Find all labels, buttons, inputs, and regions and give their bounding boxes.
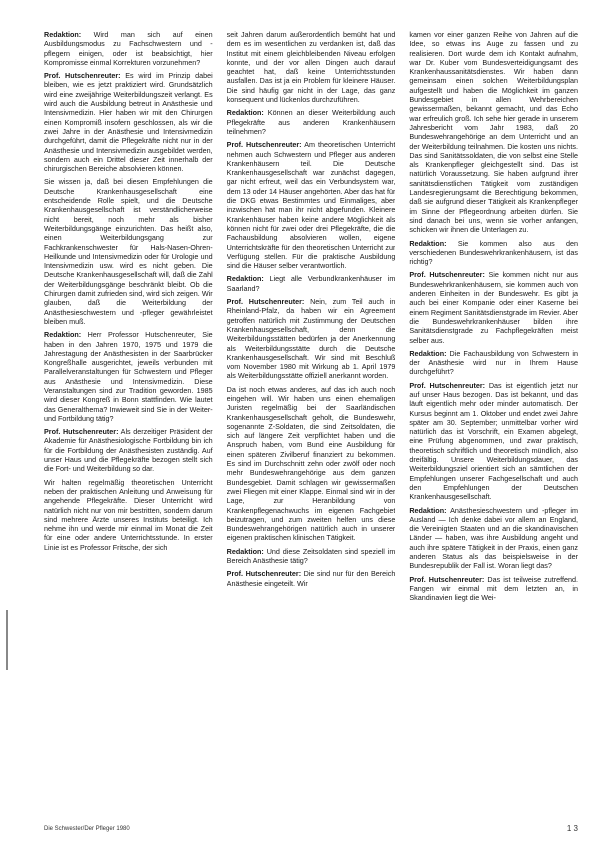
speaker-label: Prof. Hutschenreuter:	[226, 569, 302, 579]
paragraph	[409, 506, 578, 571]
paragraph-text: Herr Professor Hutschenreuter, Sie haben in den Jahren 1970, 1975 und 1979 die Jahrestagung der Anästhesisten in der Saarbrücker Kongreßhalle ausgerichtet, jeweils verbunden mit Parallelveranstaltungen für Schwestern und Pfleger aus Anästhesie und Intensivmedizin. Diese Veranstaltungen sind zur Tradition geworden. 1985 wird dieser Kongreß in Bonn stattfinden. Wie lautet das Generalthema? Inwieweit sind Sie in der Weiter- und Fortbildung tätig?	[44, 330, 213, 423]
paragraph	[409, 30, 578, 235]
column-right	[409, 30, 578, 820]
speaker-label: Redaktion:	[44, 30, 82, 39]
text-columns	[44, 30, 578, 820]
paragraph-text: Die sind nur für den Bereich Anästhesie eingeteilt. Wir	[226, 569, 396, 588]
paragraph	[227, 385, 396, 543]
paragraph-text: Es wird im Prinzip dabei bleiben, wie es jetzt praktiziert wird. Grundsätzlich wird eine zweijährige Weiterbildungszeit verlangt. Es wird auch die Ausbildung betreut in Anästhesie und Intensivmedizin. Hier haben wir mit den Chirurgen einen Kompromiß insofern geschlossen, als wir die zwei Jahre in der Anästhesie und Intensivmedizin durchgeführt, damit die Pflegekräfte nicht nur in der Anästhesie und Intensivmedizin ausgebildet werden, sondern auch ein Drittel dieser Zeit innerhalb der chirurgischen Bereiche absolvieren können.	[44, 71, 213, 174]
paragraph	[409, 349, 578, 377]
speaker-label: Redaktion:	[409, 505, 447, 515]
paragraph	[227, 30, 396, 104]
paragraph	[227, 140, 396, 270]
paragraph	[409, 575, 578, 603]
paragraph	[227, 108, 396, 136]
speaker-label: Prof. Hutschenreuter:	[226, 297, 305, 307]
paragraph-text: Sie kommen nicht nur aus Bundeswehrkrankenhäusern, sie kommen auch von anderen Einheiten in der Bundeswehr. Es gibt ja auch bei einer Kompanie oder einer Kaserne bei einem Regiment Sanitätsdienstgrade im Revier. Aber die Bundeswehrkrankenhäuser bilden ihre Sanitätsdienstgrade zu Fachpflegekräften meist selber aus.	[409, 270, 579, 345]
paragraph-text: Wir halten regelmäßig theoretischen Unterricht neben der praktischen Anleitung und Anweisung für angehende Pflegekräfte. Dieser Unterricht wird natürlich nicht nur von mir bestritten, sondern darum sind mehrere Ärzte unseres Instituts beteiligt. Ich nehme ihn und werde mir einmal im Monat die Zeit für eine oder andere Unterrichtsstunde. In erster Linie ist es Professor Fritsche, der sich	[44, 477, 213, 552]
paragraph-text: Und diese Zeitsoldaten sind speziell im Bereich Anästhesie tätig?	[226, 546, 396, 566]
speaker-label: Redaktion:	[226, 274, 264, 284]
paragraph	[44, 30, 213, 67]
paragraph-text: Anästhesieschwestern und -pfleger im Ausland — Ich denke dabei vor allem an England, die Vereinigten Staaten und an die skandinavischen Länder — haben, was ihre Ausbildung angeht und auch ihre spätere Tätigkeit in der Praxis, einen ganz anderen Status als das beispielsweise in der Bundesrepublik der Fall ist. Woran liegt das?	[409, 505, 579, 571]
paragraph-text: Sie kommen also aus den verschiedenen Bundeswehrkrankenhäusern, ist das richtig?	[409, 238, 579, 267]
paragraph	[227, 297, 396, 381]
paragraph-text: seit Jahren darum außerordentlich bemüht hat und dem es im wesentlichen zu verdanken ist, daß das Institut mit einem gleichbleibenden Niveau erfolgen konnte, und der vor allen Dingen auch darauf geachtet hat, daß keine Unterrichtsstunden ausfallen. Das ist ja ein Problem für kleinere Häuser. Die sind häufig gar nicht in der Lage, das ganz konsequent und lückenlos durchzuführen.	[226, 30, 396, 105]
page-number: 1 3	[566, 824, 578, 833]
paragraph	[227, 569, 396, 588]
speaker-label: Redaktion:	[226, 108, 264, 118]
paragraph	[227, 274, 396, 293]
paragraph-text: Das ist teilweise zutreffend. Fangen wir einmal mit dem letzten an, in Skandinavien liegt die Wei-	[409, 574, 579, 603]
paragraph-text: kamen vor einer ganzen Reihe von Jahren auf die Idee, so etwas ins Auge zu fassen und zu realisieren. Dort wurde dem ich Kontakt aufnahm, war Dr. Kuber vom Bundesverteidigungsamt des Krankenhaussanitätsdienstes. Wir haben dann gemeinsam einen solchen Weiterbildungsplan aufgestellt und haben die Möglichkeit im ganzen Bundesgebiet in allen Wehrbereichen gewissermaßen, bekannt gemacht, und das Echo war erfreulich groß. Ich sehe hier gerade in unserem Jahresbericht vom Jahr 1983, daß 20 Bundeswehrangehörige an dem Unterricht und an der Weiterbildung teilnahmen. Die kosten uns nichts. Das sind Sanitätssoldaten, die von selbst eine Stelle als Krankenpfleger gleichgestellt sind. Das ist natürlich Voraussetzung. Sie haben aufgrund ihrer sanitätsdienstlichen Tätigkeit vom zuständigen Landesregierungsamt die Berechtigung bekommen, daß sie aufgrund dieser Tätigkeit als Krankenpfleger im Sinne der Pflegeordnung arbeiten dürfen. Sie sind danach bei uns, wenn sie vorher anfangen, schicken wir ihnen die Unterlagen zu.	[409, 30, 579, 235]
paragraph	[409, 381, 578, 502]
paragraph	[227, 547, 396, 566]
paragraph	[44, 478, 213, 552]
speaker-label: Prof. Hutschenreuter:	[226, 140, 302, 150]
paragraph-text: Liegt alle Verbundkrankenhäuser im Saarland?	[226, 274, 396, 293]
speaker-label: Prof. Hutschenreuter:	[44, 71, 121, 81]
speaker-label: Prof. Hutschenreuter:	[409, 270, 485, 280]
paragraph	[44, 71, 213, 173]
paragraph	[409, 270, 578, 344]
paragraph	[44, 177, 213, 326]
paragraph-text: Als derzeitiger Präsident der Akademie für Anästhesiologische Fortbildung bin ich für die Fortbildung der Anästhesisten zuständig. Auf unser Haus und die Pflegekräfte bezogen stellt sich die Fort- und Weiterbildung so dar.	[44, 427, 213, 474]
column-left	[44, 30, 213, 820]
paragraph-text: Da ist noch etwas anderes, auf das ich auch noch eingehen will. Wir haben uns einen ehemaligen Juristen regelmäßig bei der Saarländischen Krankenhausgesellschaft geholt, die Bundeswehr, sogenannte Z-Soldaten, die sind Zeitsoldaten, die sich auf längere Zeit verpflichtet haben und die Anspruch haben, vom Bund eine Ausbildung für einen späteren Zivilberuf finanziert zu bekommen. Es sind im Durchschnitt zehn oder zwölf oder noch mehr Bundeswehrangehörige aus dem ganzen Bundesgebiet. Damit schlagen wir gewissermaßen zwei Fliegen mit einer Klappe. Einmal sind wir in der Lage, zur Heranbildung von Krankenpflegenachwuchs im eigenen Fachgebiet beizutragen, und zum zweiten helfen uns diese Bundeswehrangehörigen natürlich auch in unserer eigenen praktischen klinischen Tätigkeit.	[226, 384, 396, 543]
paragraph-text: Am theoretischen Unterricht nehmen auch Schwestern und Pfleger aus anderen Krankenhäusern teil. Die Deutsche Krankenhausgesellschaft war zunächst dagegen, gar nicht erfreut, weil das ein Verbundsystem war, dem 13 oder 14 Häuser angehörten. Aber das hat für die DKG etwas Bestimmtes und Einmaliges, aber inzwischen hat man ihr nicht abgefunden. Kleinere Krankenhäuser haben keine andere Möglichkeit als können nicht für zwei oder drei Pflegekräfte, die die Fachausbildung absolvieren wollen, eigene Unterrichtskräfte für den theoretischen Unterricht zur Verfügung stellen. Für die praktische Ausbildung sind die Häuser selber verantwortlich.	[226, 140, 396, 271]
paragraph	[44, 330, 213, 423]
paragraph-text: Nein, zum Teil auch in Rheinland-Pfalz, da haben wir ein Agreement getroffen natürlich mit Zustimmung der Deutschen Krankenhausgesellschaft, denn die Weiterbildungsstätten bedürfen ja der Anerkennung als Weiterbildungsstätte durch die Deutsche Krankenhausgesellschaft. Wir sind mit Beschluß vom November 1980 mit Wirkung ab 1. April 1979 als Weiterbildungsstätte offiziell anerkannt worden.	[226, 297, 396, 381]
paragraph-text: Können an dieser Weiterbildung auch Pflegekräfte aus anderen Krankenhäusern teilnehmen?	[226, 108, 396, 136]
column-middle	[227, 30, 396, 820]
paragraph-text: Wird man sich auf einen Ausbildungsmodus zu Fachschwestern und -pflegern einigen, oder ist beabsichtigt, hier Kompromisse einmal Korrekturen vorzunehmen?	[44, 30, 213, 67]
speaker-label: Redaktion:	[44, 330, 82, 340]
speaker-label: Prof. Hutschenreuter:	[409, 380, 486, 390]
paragraph	[409, 239, 578, 267]
speaker-label: Redaktion:	[409, 238, 447, 248]
page-footer	[44, 826, 578, 836]
paragraph	[44, 427, 213, 473]
footer-publication: Die Schwester/Der Pfleger 1980	[44, 826, 130, 832]
speaker-label: Prof. Hutschenreuter:	[44, 427, 119, 437]
paragraph-text: Die Fachausbildung von Schwestern in der Anästhesie wird nur in Ihrem Hause durchgeführt?	[409, 348, 579, 377]
edge-scan-mark	[6, 610, 8, 670]
paragraph-text: Sie wissen ja, daß bei diesen Empfehlungen die Deutsche Krankenhausgesellschaft eine entscheidende Rolle spielt, und die Deutsche Krankenhausgesellschaft ist verständlicherweise nicht bereit, noch mehr als bisher Weiterbildungsgänge einzurichten. Das heißt also, einen Weiterbildungsgang zur Fachkrankenschwester für Hals-Nasen-Ohren-Heilkunde und Intensivmedizin oder für Urologie und Intensivmedizin usw. wird es nicht geben. Die Deutsche Krankenhausgesellschaft will, daß die Zahl der Weiterbildungsgänge beschränkt bleibt. Ob die Chirurgen damit zufrieden sind, wird sich zeigen. Wir glauben, daß die Weiterbildung der Anästhesieschwestern und -pfleger gewährleistet bleiben muß.	[44, 177, 213, 326]
speaker-label: Redaktion:	[409, 348, 447, 358]
speaker-label: Redaktion:	[226, 546, 264, 556]
paragraph-text: Das ist eigentlich jetzt nur auf unser Haus bezogen. Das ist bekannt, und das läuft eigentlich mehr oder minder automatisch. Der Kursus beginnt am 1. Oktober und endet zwei Jahre später am 30. September; unmittelbar vorher wird natürlich das ist Vorschrift, ein Examen abgelegt, eine Prüfung abgenommen, und zwar praktisch, theoretisch schriftlich und theoretisch mündlich, also dreifältig. Unsere Weiterbildungsdauer, das Weiterbildungsziel orientiert sich an sämtlichen der Empfehlungen unserer Fachgesellschaft und auch den Empfehlungen der Deutschen Krankenhausgesellschaft.	[409, 380, 579, 502]
speaker-label: Prof. Hutschenreuter:	[409, 574, 485, 584]
